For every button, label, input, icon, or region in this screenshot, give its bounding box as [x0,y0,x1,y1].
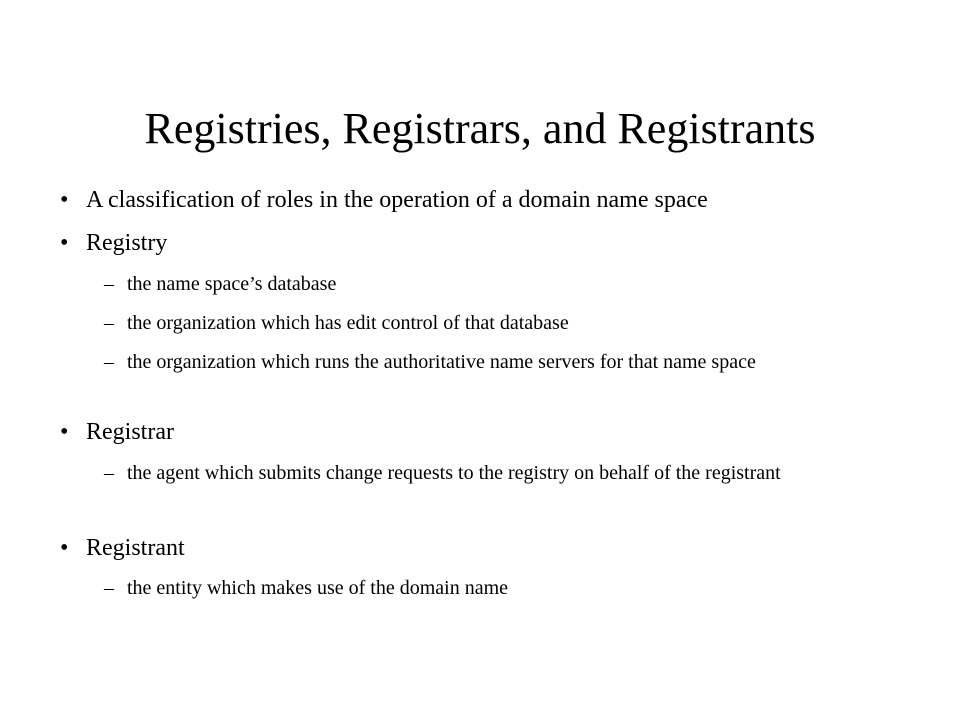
bullet-glyph: • [60,187,69,213]
dash-glyph: – [104,577,114,599]
sub-item-text: the organization which has edit control of that database [127,312,569,334]
bullet-glyph: • [60,230,69,256]
dash-glyph: – [104,312,114,334]
dash-glyph: – [104,273,114,295]
sub-item-text: the organization which runs the authoritative name servers for that name space [127,351,756,373]
bullet-text: Registrant [86,535,185,561]
bullet-text: A classification of roles in the operation of a domain name space [86,187,708,213]
bullet-text: Registrar [86,419,174,445]
bullet-glyph: • [60,535,69,561]
slide-title: Registries, Registrars, and Registrants [144,104,816,153]
sub-item-text: the agent which submits change requests to the registry on behalf of the registrant [127,462,781,484]
dash-glyph: – [104,462,114,484]
dash-glyph: – [104,351,114,373]
bullet-text: Registry [86,230,168,256]
bullet-glyph: • [60,419,69,445]
sub-item-text: the entity which makes use of the domain name [127,577,509,599]
sub-item-text: the name space’s database [127,273,337,295]
